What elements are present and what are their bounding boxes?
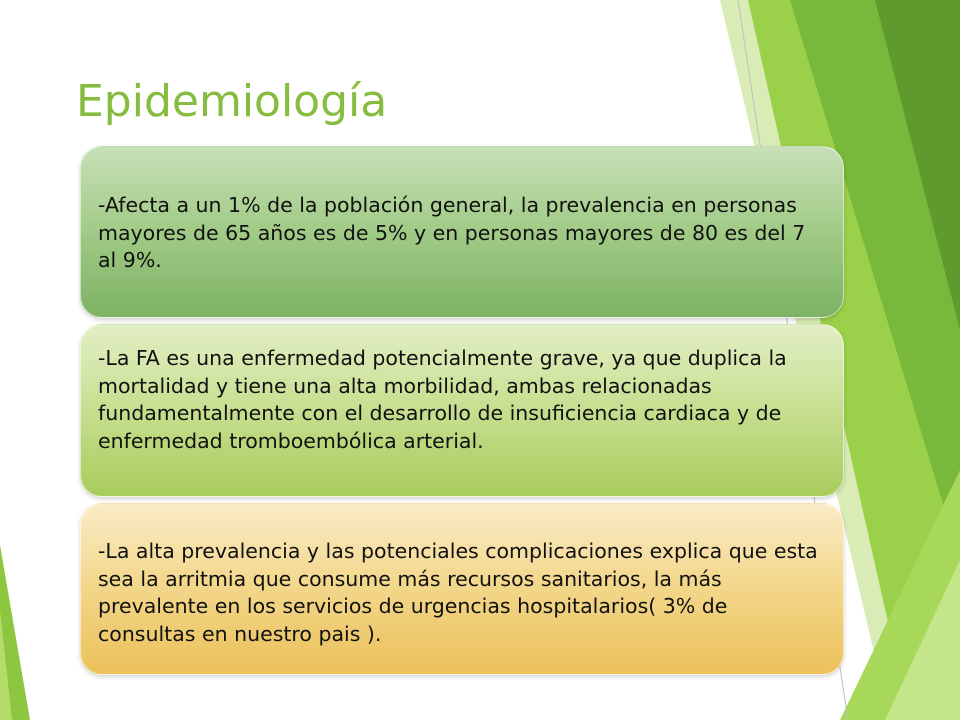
bullet-card-1 bbox=[80, 146, 844, 318]
bullet-card-2 bbox=[80, 324, 844, 497]
bullet-card-text: -La FA es una enfermedad potencialmente grave, ya que duplica la mortalidad y tiene una alta morbilidad, ambas relacionadas fundamentalmente con el desarrollo de insuficiencia cardiaca y de enfermedad tromboembólica arterial. bbox=[98, 346, 787, 453]
slide-title: Epidemiología bbox=[76, 76, 388, 127]
bullet-card-text: -La alta prevalencia y las potenciales complicaciones explica que esta sea la arritmia que consume más recursos sanitarios, la más prevalente en los servicios de urgencias hospitalarios( 3% de consultas en nuestro pais ). bbox=[98, 539, 818, 646]
bullet-card-3 bbox=[80, 503, 844, 675]
bullet-card-text: -Afecta a un 1% de la población general, la prevalencia en personas mayores de 65 años es de 5% y en personas mayores de 80 es del 7 al 9%. bbox=[98, 193, 806, 272]
